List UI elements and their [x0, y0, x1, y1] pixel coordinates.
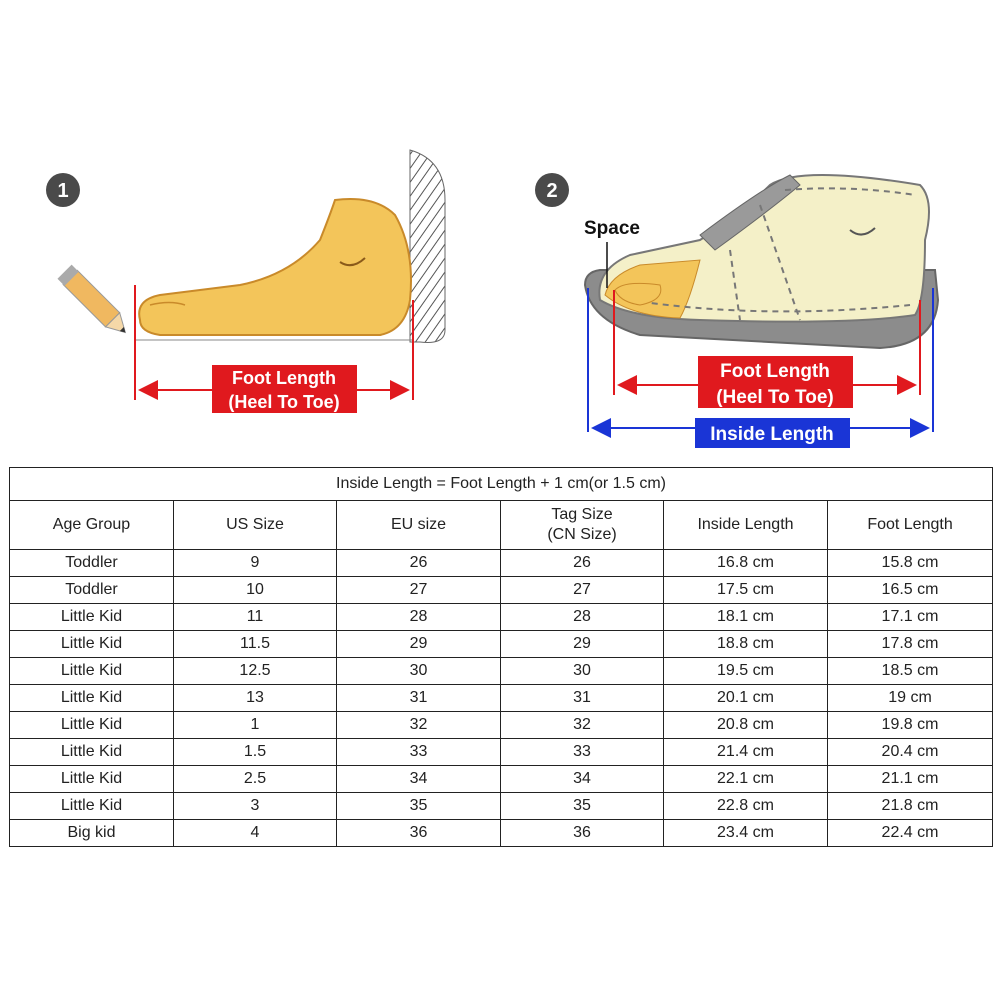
header-us-size: US Size	[174, 501, 337, 550]
cell-tag: 36	[501, 820, 664, 847]
cell-inside: 17.5 cm	[664, 577, 828, 604]
table-row	[10, 766, 993, 793]
cell-foot: 21.8 cm	[828, 793, 993, 820]
cell-us: 13	[174, 685, 337, 712]
cell-tag: 34	[501, 766, 664, 793]
cell-inside: 20.1 cm	[664, 685, 828, 712]
cell-age: Little Kid	[10, 658, 174, 685]
cell-tag: 33	[501, 739, 664, 766]
cell-foot: 22.4 cm	[828, 820, 993, 847]
cell-eu: 27	[337, 577, 501, 604]
foot-length-label-1	[212, 365, 357, 413]
svg-text:Foot Length: Foot Length	[232, 368, 336, 388]
cell-foot: 19 cm	[828, 685, 993, 712]
table-row	[10, 793, 993, 820]
cell-us: 11	[174, 604, 337, 631]
cell-us: 12.5	[174, 658, 337, 685]
cell-us: 4	[174, 820, 337, 847]
table-body	[10, 550, 993, 847]
cell-eu: 26	[337, 550, 501, 577]
cell-us: 9	[174, 550, 337, 577]
cell-foot: 20.4 cm	[828, 739, 993, 766]
cell-age: Little Kid	[10, 712, 174, 739]
cell-age: Little Kid	[10, 793, 174, 820]
cell-foot: 15.8 cm	[828, 550, 993, 577]
cell-inside: 22.1 cm	[664, 766, 828, 793]
table-row	[10, 550, 993, 577]
cell-us: 1	[174, 712, 337, 739]
table-row	[10, 739, 993, 766]
cell-inside: 20.8 cm	[664, 712, 828, 739]
header-tag-size	[501, 501, 664, 550]
cell-age: Toddler	[10, 550, 174, 577]
formula-row	[10, 468, 993, 501]
svg-text:2: 2	[546, 180, 558, 202]
cell-eu: 36	[337, 820, 501, 847]
cell-foot: 16.5 cm	[828, 577, 993, 604]
table-row	[10, 631, 993, 658]
cell-foot: 17.8 cm	[828, 631, 993, 658]
svg-text:Foot Length: Foot Length	[720, 361, 830, 382]
pencil-icon	[57, 265, 132, 340]
cell-age: Little Kid	[10, 604, 174, 631]
cell-us: 3	[174, 793, 337, 820]
shoe-icon	[585, 175, 938, 348]
cell-us: 10	[174, 577, 337, 604]
foot-icon	[139, 199, 411, 335]
cell-tag: 31	[501, 685, 664, 712]
inside-length-label	[695, 418, 850, 448]
cell-inside: 16.8 cm	[664, 550, 828, 577]
table-row	[10, 712, 993, 739]
wall-icon	[410, 150, 445, 343]
header-tag-size-line1: Tag Size	[551, 506, 613, 523]
cell-eu: 33	[337, 739, 501, 766]
cell-eu: 35	[337, 793, 501, 820]
header-tag-size-line2: (CN Size)	[547, 526, 617, 543]
cell-inside: 23.4 cm	[664, 820, 828, 847]
cell-tag: 27	[501, 577, 664, 604]
cell-inside: 18.1 cm	[664, 604, 828, 631]
cell-us: 11.5	[174, 631, 337, 658]
cell-tag: 26	[501, 550, 664, 577]
measurement-diagram	[0, 0, 1000, 470]
table-row	[10, 577, 993, 604]
cell-eu: 28	[337, 604, 501, 631]
cell-age: Little Kid	[10, 739, 174, 766]
formula-text: Inside Length = Foot Length + 1 cm(or 1.5 cm)	[10, 468, 993, 501]
measurement-illustration	[0, 0, 1000, 470]
cell-inside: 22.8 cm	[664, 793, 828, 820]
size-chart	[9, 467, 992, 847]
cell-eu: 29	[337, 631, 501, 658]
cell-tag: 29	[501, 631, 664, 658]
cell-eu: 31	[337, 685, 501, 712]
header-eu-size: EU size	[337, 501, 501, 550]
foot-length-label-2	[698, 356, 853, 408]
table-row	[10, 604, 993, 631]
cell-eu: 34	[337, 766, 501, 793]
header-foot-length: Foot Length	[828, 501, 993, 550]
cell-foot: 17.1 cm	[828, 604, 993, 631]
svg-text:Inside Length: Inside Length	[710, 424, 834, 445]
header-inside-length: Inside Length	[664, 501, 828, 550]
cell-us: 1.5	[174, 739, 337, 766]
size-table	[9, 467, 993, 847]
cell-inside: 19.5 cm	[664, 658, 828, 685]
cell-foot: 21.1 cm	[828, 766, 993, 793]
cell-us: 2.5	[174, 766, 337, 793]
cell-foot: 19.8 cm	[828, 712, 993, 739]
space-label: Space	[584, 218, 640, 239]
cell-foot: 18.5 cm	[828, 658, 993, 685]
table-row	[10, 685, 993, 712]
cell-tag: 30	[501, 658, 664, 685]
cell-tag: 32	[501, 712, 664, 739]
svg-text:1: 1	[57, 180, 69, 202]
cell-age: Big kid	[10, 820, 174, 847]
cell-age: Little Kid	[10, 631, 174, 658]
header-age-group: Age Group	[10, 501, 174, 550]
cell-eu: 30	[337, 658, 501, 685]
cell-tag: 35	[501, 793, 664, 820]
header-row	[10, 501, 993, 550]
step-2-number-badge	[535, 173, 569, 207]
cell-inside: 18.8 cm	[664, 631, 828, 658]
cell-tag: 28	[501, 604, 664, 631]
cell-inside: 21.4 cm	[664, 739, 828, 766]
cell-age: Little Kid	[10, 685, 174, 712]
svg-text:(Heel To Toe): (Heel To Toe)	[228, 392, 340, 412]
step-1-number-badge	[46, 173, 80, 207]
table-row	[10, 820, 993, 847]
cell-eu: 32	[337, 712, 501, 739]
table-row	[10, 658, 993, 685]
cell-age: Little Kid	[10, 766, 174, 793]
svg-text:(Heel To Toe): (Heel To Toe)	[716, 387, 834, 408]
cell-age: Toddler	[10, 577, 174, 604]
